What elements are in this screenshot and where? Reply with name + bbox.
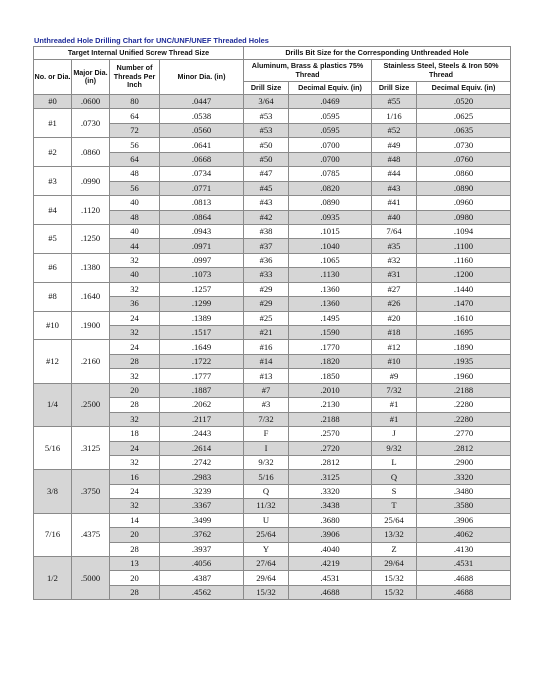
al-drill-size-cell: #45: [244, 181, 289, 195]
al-drill-size-cell: I: [244, 441, 289, 455]
tpi-cell: 32: [110, 499, 160, 513]
minor-dia-cell: .2983: [160, 470, 244, 484]
st-decimal-cell: .4688: [417, 585, 511, 599]
header-major-dia: Major Dia. (in): [72, 60, 110, 95]
tpi-cell: 20: [110, 571, 160, 585]
tpi-cell: 72: [110, 123, 160, 137]
st-decimal-cell: .0890: [417, 181, 511, 195]
major-dia-cell: .2500: [72, 383, 110, 426]
tpi-cell: 32: [110, 326, 160, 340]
tpi-cell: 32: [110, 282, 160, 296]
st-decimal-cell: .2770: [417, 427, 511, 441]
tpi-cell: 24: [110, 340, 160, 354]
tpi-cell: 40: [110, 268, 160, 282]
minor-dia-cell: .1722: [160, 354, 244, 368]
al-decimal-cell: .1770: [289, 340, 372, 354]
st-drill-size-cell: Q: [372, 470, 417, 484]
st-decimal-cell: .4062: [417, 528, 511, 542]
major-dia-cell: .1250: [72, 224, 110, 253]
minor-dia-cell: .2742: [160, 455, 244, 469]
size-cell: #6: [34, 253, 72, 282]
major-dia-cell: .1900: [72, 311, 110, 340]
tpi-cell: 44: [110, 239, 160, 253]
tpi-cell: 28: [110, 542, 160, 556]
st-decimal-cell: .0860: [417, 167, 511, 181]
st-decimal-cell: .1890: [417, 340, 511, 354]
table-row: [34, 470, 511, 484]
major-dia-cell: .0600: [72, 95, 110, 109]
al-decimal-cell: .1820: [289, 354, 372, 368]
header-al-drill-size: Drill Size: [244, 82, 289, 95]
header-al-decimal-equiv: Decimal Equiv. (in): [289, 82, 372, 95]
tpi-cell: 36: [110, 297, 160, 311]
st-decimal-cell: .0520: [417, 95, 511, 109]
tpi-cell: 28: [110, 585, 160, 599]
major-dia-cell: .1640: [72, 282, 110, 311]
st-decimal-cell: .1695: [417, 326, 511, 340]
tpi-cell: 14: [110, 513, 160, 527]
al-drill-size-cell: 25/64: [244, 528, 289, 542]
st-drill-size-cell: #31: [372, 268, 417, 282]
size-cell: #5: [34, 224, 72, 253]
st-decimal-cell: .2900: [417, 455, 511, 469]
size-cell: 1/4: [34, 383, 72, 426]
major-dia-cell: .3125: [72, 427, 110, 470]
st-decimal-cell: .0625: [417, 109, 511, 123]
al-decimal-cell: .0595: [289, 109, 372, 123]
al-drill-size-cell: 7/32: [244, 412, 289, 426]
st-decimal-cell: .1610: [417, 311, 511, 325]
al-drill-size-cell: 9/32: [244, 455, 289, 469]
al-decimal-cell: .1015: [289, 224, 372, 238]
st-drill-size-cell: #44: [372, 167, 417, 181]
st-drill-size-cell: 13/32: [372, 528, 417, 542]
minor-dia-cell: .4056: [160, 557, 244, 571]
minor-dia-cell: .1257: [160, 282, 244, 296]
st-drill-size-cell: #27: [372, 282, 417, 296]
st-drill-size-cell: #10: [372, 354, 417, 368]
minor-dia-cell: .1887: [160, 383, 244, 397]
st-decimal-cell: .2188: [417, 383, 511, 397]
table-row: [34, 138, 511, 152]
st-drill-size-cell: 29/64: [372, 557, 417, 571]
st-decimal-cell: .1100: [417, 239, 511, 253]
al-drill-size-cell: #25: [244, 311, 289, 325]
tpi-cell: 28: [110, 354, 160, 368]
size-cell: #3: [34, 167, 72, 196]
al-decimal-cell: .2570: [289, 427, 372, 441]
size-cell: #12: [34, 340, 72, 383]
st-drill-size-cell: #1: [372, 398, 417, 412]
tpi-cell: 18: [110, 427, 160, 441]
tpi-cell: 28: [110, 398, 160, 412]
st-drill-size-cell: Z: [372, 542, 417, 556]
al-decimal-cell: .1850: [289, 369, 372, 383]
minor-dia-cell: .1649: [160, 340, 244, 354]
al-drill-size-cell: #53: [244, 123, 289, 137]
st-drill-size-cell: #18: [372, 326, 417, 340]
al-decimal-cell: .1040: [289, 239, 372, 253]
minor-dia-cell: .0813: [160, 196, 244, 210]
header-aluminum-group: Aluminum, Brass & plastics 75% Thread: [244, 60, 372, 82]
header-drill-group: Drills Bit Size for the Corresponding Unthreaded Hole: [244, 47, 511, 60]
al-drill-size-cell: #37: [244, 239, 289, 253]
header-st-decimal-equiv: Decimal Equiv. (in): [417, 82, 511, 95]
header-no-dia: No. or Dia.: [34, 60, 72, 95]
major-dia-cell: .5000: [72, 557, 110, 600]
al-decimal-cell: .1495: [289, 311, 372, 325]
size-cell: #2: [34, 138, 72, 167]
minor-dia-cell: .4387: [160, 571, 244, 585]
size-cell: #10: [34, 311, 72, 340]
al-decimal-cell: .4219: [289, 557, 372, 571]
st-drill-size-cell: #32: [372, 253, 417, 267]
header-minor-dia: Minor Dia. (in): [160, 60, 244, 95]
al-decimal-cell: .0469: [289, 95, 372, 109]
minor-dia-cell: .0641: [160, 138, 244, 152]
st-decimal-cell: .1440: [417, 282, 511, 296]
al-decimal-cell: .0785: [289, 167, 372, 181]
minor-dia-cell: .2062: [160, 398, 244, 412]
size-cell: #1: [34, 109, 72, 138]
al-drill-size-cell: #53: [244, 109, 289, 123]
tpi-cell: 20: [110, 383, 160, 397]
drill-chart: [33, 36, 510, 600]
minor-dia-cell: .0943: [160, 224, 244, 238]
table-row: [34, 383, 511, 397]
minor-dia-cell: .1389: [160, 311, 244, 325]
al-decimal-cell: .2812: [289, 455, 372, 469]
minor-dia-cell: .2117: [160, 412, 244, 426]
al-decimal-cell: .3438: [289, 499, 372, 513]
st-drill-size-cell: #48: [372, 152, 417, 166]
tpi-cell: 24: [110, 484, 160, 498]
minor-dia-cell: .4562: [160, 585, 244, 599]
al-decimal-cell: .3680: [289, 513, 372, 527]
st-decimal-cell: .4130: [417, 542, 511, 556]
al-decimal-cell: .0935: [289, 210, 372, 224]
st-drill-size-cell: 25/64: [372, 513, 417, 527]
al-drill-size-cell: #13: [244, 369, 289, 383]
st-decimal-cell: .0980: [417, 210, 511, 224]
al-drill-size-cell: 15/32: [244, 585, 289, 599]
al-drill-size-cell: #16: [244, 340, 289, 354]
drill-table: [33, 46, 511, 600]
minor-dia-cell: .2443: [160, 427, 244, 441]
minor-dia-cell: .1299: [160, 297, 244, 311]
al-drill-size-cell: 3/64: [244, 95, 289, 109]
st-decimal-cell: .0635: [417, 123, 511, 137]
al-decimal-cell: .2130: [289, 398, 372, 412]
size-cell: 1/2: [34, 557, 72, 600]
st-decimal-cell: .0960: [417, 196, 511, 210]
al-decimal-cell: .3125: [289, 470, 372, 484]
st-decimal-cell: .4531: [417, 557, 511, 571]
st-drill-size-cell: #1: [372, 412, 417, 426]
al-decimal-cell: .2188: [289, 412, 372, 426]
al-drill-size-cell: 5/16: [244, 470, 289, 484]
size-cell: 3/8: [34, 470, 72, 513]
al-decimal-cell: .0700: [289, 152, 372, 166]
al-drill-size-cell: #42: [244, 210, 289, 224]
al-drill-size-cell: #21: [244, 326, 289, 340]
tpi-cell: 24: [110, 441, 160, 455]
table-row: [34, 427, 511, 441]
st-decimal-cell: .1200: [417, 268, 511, 282]
st-drill-size-cell: #55: [372, 95, 417, 109]
size-cell: 7/16: [34, 513, 72, 556]
st-decimal-cell: .0760: [417, 152, 511, 166]
al-drill-size-cell: 29/64: [244, 571, 289, 585]
header-threads-per-inch: Number of Threads Per Inch: [110, 60, 160, 95]
table-row: [34, 167, 511, 181]
al-drill-size-cell: #14: [244, 354, 289, 368]
al-drill-size-cell: #33: [244, 268, 289, 282]
table-row: [34, 513, 511, 527]
st-drill-size-cell: S: [372, 484, 417, 498]
st-drill-size-cell: #20: [372, 311, 417, 325]
major-dia-cell: .0730: [72, 109, 110, 138]
al-decimal-cell: .0595: [289, 123, 372, 137]
st-drill-size-cell: #49: [372, 138, 417, 152]
st-decimal-cell: .1960: [417, 369, 511, 383]
minor-dia-cell: .3239: [160, 484, 244, 498]
al-decimal-cell: .4531: [289, 571, 372, 585]
st-drill-size-cell: 15/32: [372, 571, 417, 585]
tpi-cell: 80: [110, 95, 160, 109]
st-decimal-cell: .2812: [417, 441, 511, 455]
al-drill-size-cell: F: [244, 427, 289, 441]
major-dia-cell: .0860: [72, 138, 110, 167]
size-cell: #0: [34, 95, 72, 109]
al-decimal-cell: .0700: [289, 138, 372, 152]
table-row: [34, 253, 511, 267]
al-drill-size-cell: #29: [244, 297, 289, 311]
st-drill-size-cell: 15/32: [372, 585, 417, 599]
minor-dia-cell: .0864: [160, 210, 244, 224]
st-decimal-cell: .4688: [417, 571, 511, 585]
st-decimal-cell: .3580: [417, 499, 511, 513]
st-drill-size-cell: #40: [372, 210, 417, 224]
tpi-cell: 20: [110, 528, 160, 542]
major-dia-cell: .0990: [72, 167, 110, 196]
st-decimal-cell: .1935: [417, 354, 511, 368]
tpi-cell: 48: [110, 210, 160, 224]
st-decimal-cell: .2280: [417, 412, 511, 426]
al-decimal-cell: .4040: [289, 542, 372, 556]
table-row: [34, 282, 511, 296]
al-decimal-cell: .1360: [289, 282, 372, 296]
minor-dia-cell: .3937: [160, 542, 244, 556]
st-drill-size-cell: 1/16: [372, 109, 417, 123]
minor-dia-cell: .0997: [160, 253, 244, 267]
al-decimal-cell: .3906: [289, 528, 372, 542]
minor-dia-cell: .2614: [160, 441, 244, 455]
al-decimal-cell: .0820: [289, 181, 372, 195]
al-drill-size-cell: U: [244, 513, 289, 527]
al-drill-size-cell: 27/64: [244, 557, 289, 571]
st-drill-size-cell: T: [372, 499, 417, 513]
tpi-cell: 24: [110, 311, 160, 325]
minor-dia-cell: .3499: [160, 513, 244, 527]
tpi-cell: 64: [110, 109, 160, 123]
tpi-cell: 56: [110, 138, 160, 152]
table-row: [34, 196, 511, 210]
al-drill-size-cell: #43: [244, 196, 289, 210]
al-decimal-cell: .1360: [289, 297, 372, 311]
al-decimal-cell: .1590: [289, 326, 372, 340]
st-drill-size-cell: #52: [372, 123, 417, 137]
header-target-group: Target Internal Unified Screw Thread Size: [34, 47, 244, 60]
st-decimal-cell: .3906: [417, 513, 511, 527]
al-decimal-cell: .1130: [289, 268, 372, 282]
minor-dia-cell: .0447: [160, 95, 244, 109]
minor-dia-cell: .0538: [160, 109, 244, 123]
tpi-cell: 40: [110, 196, 160, 210]
tpi-cell: 32: [110, 455, 160, 469]
table-body: [34, 95, 511, 600]
al-decimal-cell: .2010: [289, 383, 372, 397]
al-drill-size-cell: #50: [244, 152, 289, 166]
al-drill-size-cell: #50: [244, 138, 289, 152]
minor-dia-cell: .1517: [160, 326, 244, 340]
major-dia-cell: .1380: [72, 253, 110, 282]
st-decimal-cell: .2280: [417, 398, 511, 412]
st-drill-size-cell: J: [372, 427, 417, 441]
table-row: [34, 557, 511, 571]
header-steel-group: Stainless Steel, Steels & Iron 50% Thread: [372, 60, 511, 82]
size-cell: 5/16: [34, 427, 72, 470]
major-dia-cell: .4375: [72, 513, 110, 556]
al-drill-size-cell: #7: [244, 383, 289, 397]
st-drill-size-cell: L: [372, 455, 417, 469]
al-decimal-cell: .2720: [289, 441, 372, 455]
minor-dia-cell: .3367: [160, 499, 244, 513]
al-drill-size-cell: Q: [244, 484, 289, 498]
st-decimal-cell: .1094: [417, 224, 511, 238]
size-cell: #8: [34, 282, 72, 311]
st-drill-size-cell: 9/32: [372, 441, 417, 455]
minor-dia-cell: .0971: [160, 239, 244, 253]
major-dia-cell: .3750: [72, 470, 110, 513]
st-drill-size-cell: 7/32: [372, 383, 417, 397]
al-drill-size-cell: #36: [244, 253, 289, 267]
st-decimal-cell: .3320: [417, 470, 511, 484]
minor-dia-cell: .0734: [160, 167, 244, 181]
major-dia-cell: .1120: [72, 196, 110, 225]
tpi-cell: 32: [110, 412, 160, 426]
al-drill-size-cell: #29: [244, 282, 289, 296]
table-row: [34, 340, 511, 354]
tpi-cell: 32: [110, 253, 160, 267]
al-decimal-cell: .1065: [289, 253, 372, 267]
chart-title: Unthreaded Hole Drilling Chart for UNC/UNF/UNEF Threaded Holes: [34, 36, 269, 45]
tpi-cell: 13: [110, 557, 160, 571]
minor-dia-cell: .1777: [160, 369, 244, 383]
st-decimal-cell: .1160: [417, 253, 511, 267]
st-drill-size-cell: #43: [372, 181, 417, 195]
minor-dia-cell: .0771: [160, 181, 244, 195]
al-drill-size-cell: #47: [244, 167, 289, 181]
minor-dia-cell: .1073: [160, 268, 244, 282]
al-decimal-cell: .4688: [289, 585, 372, 599]
size-cell: #4: [34, 196, 72, 225]
tpi-cell: 40: [110, 224, 160, 238]
st-decimal-cell: .1470: [417, 297, 511, 311]
st-drill-size-cell: #12: [372, 340, 417, 354]
tpi-cell: 32: [110, 369, 160, 383]
st-drill-size-cell: 7/64: [372, 224, 417, 238]
st-drill-size-cell: #41: [372, 196, 417, 210]
major-dia-cell: .2160: [72, 340, 110, 383]
st-drill-size-cell: #26: [372, 297, 417, 311]
al-drill-size-cell: #3: [244, 398, 289, 412]
tpi-cell: 48: [110, 167, 160, 181]
al-drill-size-cell: 11/32: [244, 499, 289, 513]
st-decimal-cell: .0730: [417, 138, 511, 152]
al-drill-size-cell: #38: [244, 224, 289, 238]
al-decimal-cell: .0890: [289, 196, 372, 210]
st-drill-size-cell: #9: [372, 369, 417, 383]
tpi-cell: 16: [110, 470, 160, 484]
al-drill-size-cell: Y: [244, 542, 289, 556]
tpi-cell: 56: [110, 181, 160, 195]
st-decimal-cell: .3480: [417, 484, 511, 498]
header-st-drill-size: Drill Size: [372, 82, 417, 95]
minor-dia-cell: .3762: [160, 528, 244, 542]
table-row: [34, 224, 511, 238]
minor-dia-cell: .0560: [160, 123, 244, 137]
table-row: [34, 109, 511, 123]
minor-dia-cell: .0668: [160, 152, 244, 166]
al-decimal-cell: .3320: [289, 484, 372, 498]
table-row: [34, 311, 511, 325]
tpi-cell: 64: [110, 152, 160, 166]
table-row: [34, 95, 511, 109]
st-drill-size-cell: #35: [372, 239, 417, 253]
